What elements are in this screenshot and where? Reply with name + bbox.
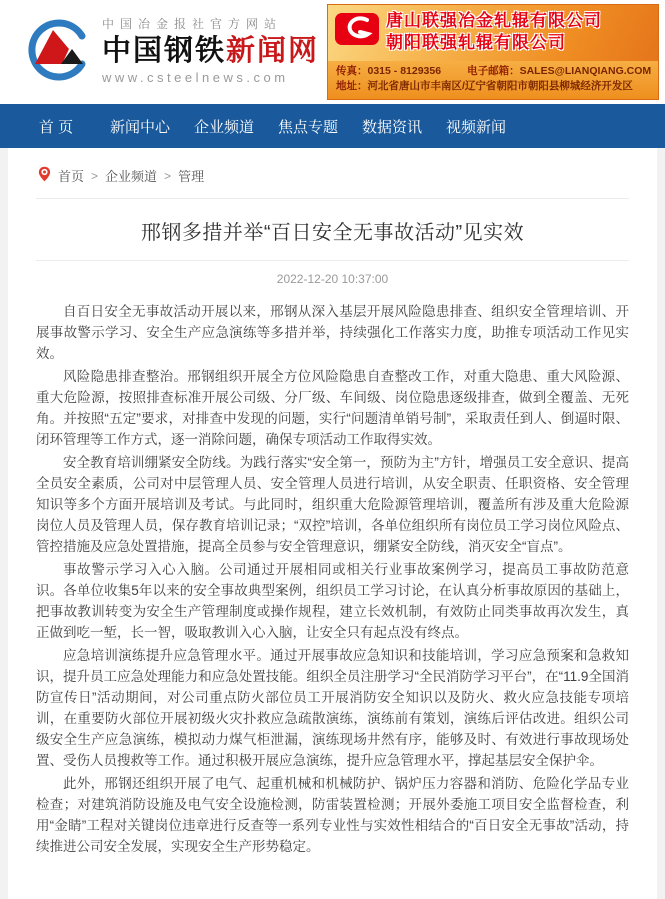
site-name-red: 新闻网 xyxy=(226,34,320,67)
steel-news-logo-icon xyxy=(28,18,92,87)
article-paragraph: 安全教育培训绷紧安全防线。为践行落实“安全第一，预防为主”方针，增强员工安全意识、提高全员安全素质，公司对中层管理人员、安全管理人员进行培训，从安全职责、任职资格、安全管理知识等多个方面开展培训及考试。与此同时，组织重大危险源管理培训，覆盖所有涉及重大危险源岗位人员及管理人员，保存教育培训记录；“双控”培训，各单位组织所有岗位员工学习岗位风险点、管控措施及应急处置措施，提高全员参与安全管理意识，绷紧安全防线，消灭安全“盲点”。 xyxy=(36,455,629,554)
article-paragraph: 应急培训演练提升应急管理水平。通过开展事故应急知识和技能培训，学习应急预案和急救知识，提升员工应急处理能力和应急处置技能。组织全员注册学习“全民消防学习平台”，在“11.9全国消防宣传日”活动期间，对公司重点防火部位员工开展消防安全知识以及防火、救火应急技能专项培训，在重要防火部位开展初级火灾扑救应急疏散演练，演练前有策划，演练后评估改进。组织公司级安全生产应急演练，模拟动力煤气柜泄漏，演练现场井然有序，能够及时、有效进行事故现场处置、受伤人员搜救等工作。通过积极开展应急演练，提升应急管理水平，撑起基层安全保护伞。 xyxy=(36,648,629,768)
nav-item-data-info[interactable]: 数据资讯 xyxy=(361,118,422,136)
ad-email-label: 电子邮箱： xyxy=(467,64,520,77)
site-logo[interactable] xyxy=(28,18,319,87)
article-date: 2022-12-20 10:37:00 xyxy=(276,272,389,286)
article-paragraph: 风险隐患排查整治。邢钢组织开展全方位风险隐患自查整改工作，对重大隐患、重大风险源、重大危险源，按照排查标准开展公司级、分厂级、车间级、岗位隐患逐级排查，做到全覆盖、无死角。并按照“五定”要求，对排查中发现的问题，实行“问题清单销号制”，采取责任到人、倒逼时限、闭环管理等工作方式，逐一消除问题，确保专项活动工作取得实效。 xyxy=(36,369,629,447)
article-paragraph: 事故警示学习入心入脑。公司通过开展相同或相关行业事故案例学习，提高员工事故防范意识。各单位收集5年以来的安全事故典型案例，组织员工学习讨论，在认真分析事故原因的基础上，把事故教训转变为安全生产管理制度或操作规程，建立长效机制，有效防止同类事故再次发生，真正做到吃一堑，长一智，吸取教训入心入脑，让安全只有起点没有终点。 xyxy=(36,562,629,640)
nav-item-news-center[interactable]: 新闻中心 xyxy=(109,118,170,136)
ad-fax-value: 0315 - 8129356 xyxy=(367,64,442,77)
site-header xyxy=(0,0,665,104)
main-nav xyxy=(0,104,665,148)
ad-contact-row2 xyxy=(336,79,650,95)
breadcrumb-enterprise-channel[interactable]: 企业频道 xyxy=(105,169,158,184)
breadcrumb-separator: > xyxy=(91,168,99,183)
ad-address-label: 地址： xyxy=(336,80,368,93)
nav-item-enterprise-channel[interactable]: 企业频道 xyxy=(193,118,254,136)
breadcrumb-separator: > xyxy=(164,168,172,183)
article-body xyxy=(36,301,629,857)
ad-address-value: 河北省唐山市丰南区/辽宁省朝阳市朝阳县柳城经济开发区 xyxy=(367,80,633,93)
ad-logo-icon xyxy=(334,10,380,53)
ad-contact-row1 xyxy=(336,64,650,80)
site-name-black: 中国钢铁 xyxy=(102,34,227,67)
nav-item-focus-topics[interactable]: 焦点专题 xyxy=(277,118,338,136)
breadcrumb-home[interactable]: 首页 xyxy=(58,169,85,184)
breadcrumb-category-management[interactable]: 管理 xyxy=(178,169,205,184)
site-tagline: 中国冶金报社官方网站 xyxy=(102,16,283,31)
site-url: www.csteelnews.com xyxy=(102,70,289,86)
nav-item-home[interactable]: 首 页 xyxy=(38,118,74,136)
site-name xyxy=(102,35,319,68)
article-paragraph: 自百日安全无事故活动开展以来，邢钢从深入基层开展风险隐患排查、组织安全管理培训、开展事故警示学习、安全生产应急演练等多措并举，持续强化工作落实力度，助推专项活动工作见实效。 xyxy=(36,304,629,361)
ad-company-line2: 朝阳联强轧辊有限公司 xyxy=(386,32,566,52)
ad-company-line1: 唐山联强冶金轧辊有限公司 xyxy=(386,11,602,31)
ad-contact-info xyxy=(328,61,658,100)
article-title: 邢钢多措并举“百日安全无事故活动”见实效 xyxy=(140,222,525,244)
breadcrumb xyxy=(36,148,629,198)
location-pin-icon xyxy=(38,166,51,185)
nav-item-video-news[interactable]: 视频新闻 xyxy=(445,118,506,136)
content-card xyxy=(8,148,657,899)
ad-fax-label: 传真： xyxy=(336,64,368,77)
article-paragraph: 此外，邢钢还组织开展了电气、起重机械和机械防护、锅炉压力容器和消防、危险化学品专业检查；对建筑消防设施及电气安全设施检测，防雷装置检测；开展外委施工项目安全监督检查，利用“金睛”工程对关键岗位违章进行反查等一系列专业性与实效性相结合的“百日安全无事故”活动，持续推进公司安全发展，实现安全生产形势稳定。 xyxy=(36,776,629,854)
ad-banner[interactable] xyxy=(327,4,659,100)
ad-email-value: SALES@LIANQIANG.COM xyxy=(519,64,652,77)
